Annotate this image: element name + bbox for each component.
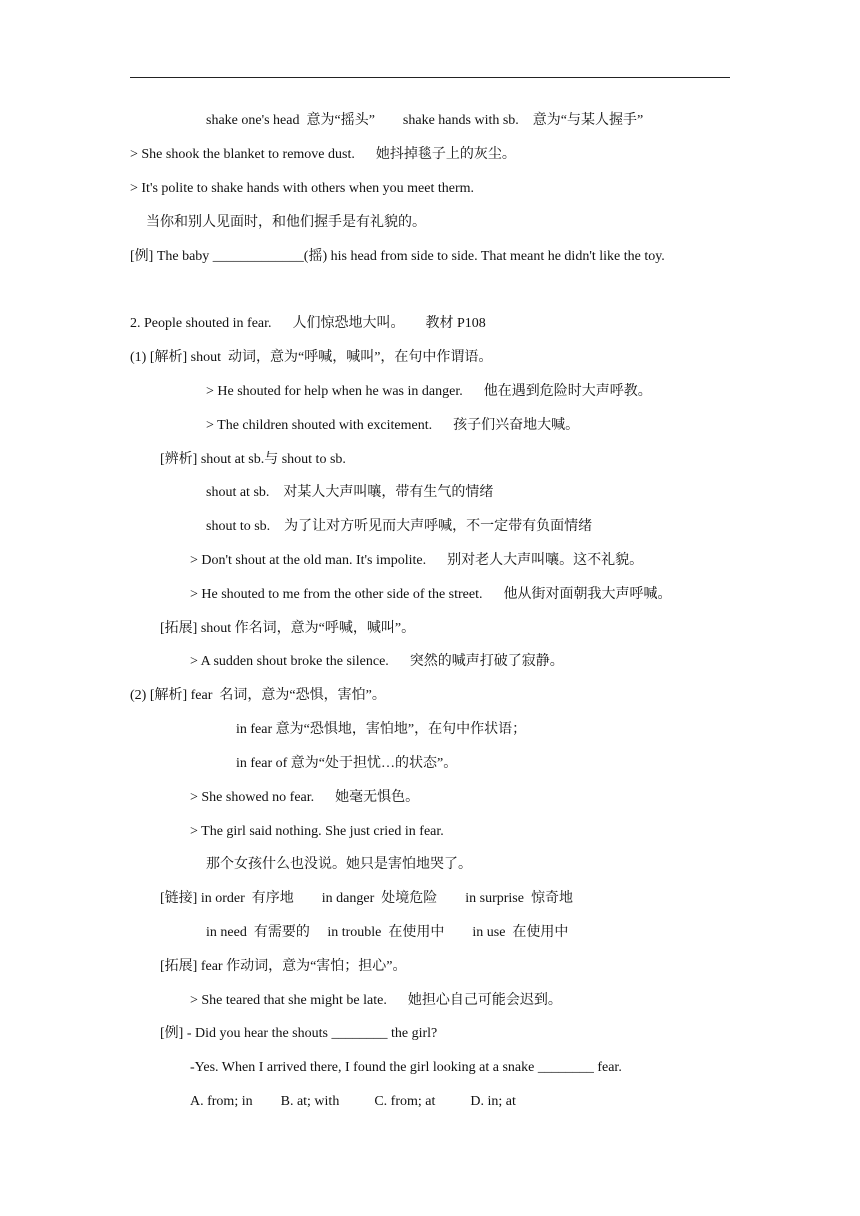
text-line: > She shook the blanket to remove dust. 她抖掉毯子上的灰尘。 (130, 147, 516, 162)
text-line: > Don't shout at the old man. It's impolite. 别对老人大声叫嚷。这不礼貌。 (190, 553, 644, 568)
text-line: > It's polite to shake hands with others when you meet therm. (130, 181, 475, 196)
text-line: > She teared that she might be late. 她担心自己可能会迟到。 (190, 993, 562, 1008)
header-rule (130, 77, 730, 78)
section-heading: 2. People shouted in fear. 人们惊恐地大叫。 教材 P108 (130, 316, 486, 331)
text-line: shout to sb. 为了让对方听见而大声呼喊，不一定带有负面情绪 (206, 519, 593, 534)
text-line: 当你和别人见面时，和他们握手是有礼貌的。 (146, 215, 426, 230)
text-line: > He shouted for help when he was in danger. 他在遇到危险时大声呼教。 (206, 384, 652, 399)
text-line: (2) [解析] fear 名词，意为“恐惧，害怕”。 (130, 688, 386, 703)
text-line: > The girl said nothing. She just cried in fear. (190, 824, 444, 839)
text-line: in fear 意为“恐惧地，害怕地”，在句中作状语； (236, 722, 527, 737)
text-line: shout at sb. 对某人大声叫嚷，带有生气的情绪 (206, 485, 494, 500)
text-line: (1) [解析] shout 动词，意为“呼喊，喊叫”，在句中作谓语。 (130, 350, 493, 365)
answer-options: A. from; in B. at; with C. from; at D. in; at (190, 1094, 516, 1109)
text-line: [拓展] fear 作动词，意为“害怕；担心”。 (160, 959, 407, 974)
text-line: in fear of 意为“处于担忧…的状态”。 (236, 756, 458, 771)
text-line: [链接] in order 有序地 in danger 处境危险 in surprise 惊奇地 (160, 891, 573, 906)
text-line: > He shouted to me from the other side of the street. 他从街对面朝我大声呼喊。 (190, 587, 672, 602)
text-line: > She showed no fear. 她毫无惧色。 (190, 790, 420, 805)
example-line: [例] The baby _____________(摇) his head from side to side. That meant he didn't like the toy. (130, 249, 665, 264)
example-line: -Yes. When I arrived there, I found the girl looking at a snake ________ fear. (190, 1060, 622, 1075)
text-line: shake one's head 意为“摇头” shake hands with sb. 意为“与某人握手” (206, 113, 644, 128)
text-line: > The children shouted with excitement. 孩子们兴奋地大喊。 (206, 418, 580, 433)
text-line: [拓展] shout 作名词，意为“呼喊，喊叫”。 (160, 621, 416, 636)
text-line: [辨析] shout at sb.与 shout to sb. (160, 452, 346, 467)
example-line: [例] - Did you hear the shouts ________ the girl? (160, 1026, 438, 1041)
text-line: in need 有需要的 in trouble 在使用中 in use 在使用中 (206, 925, 569, 940)
text-line: > A sudden shout broke the silence. 突然的喊声打破了寂静。 (190, 654, 564, 669)
text-line: 那个女孩什么也没说。她只是害怕地哭了。 (206, 857, 472, 872)
